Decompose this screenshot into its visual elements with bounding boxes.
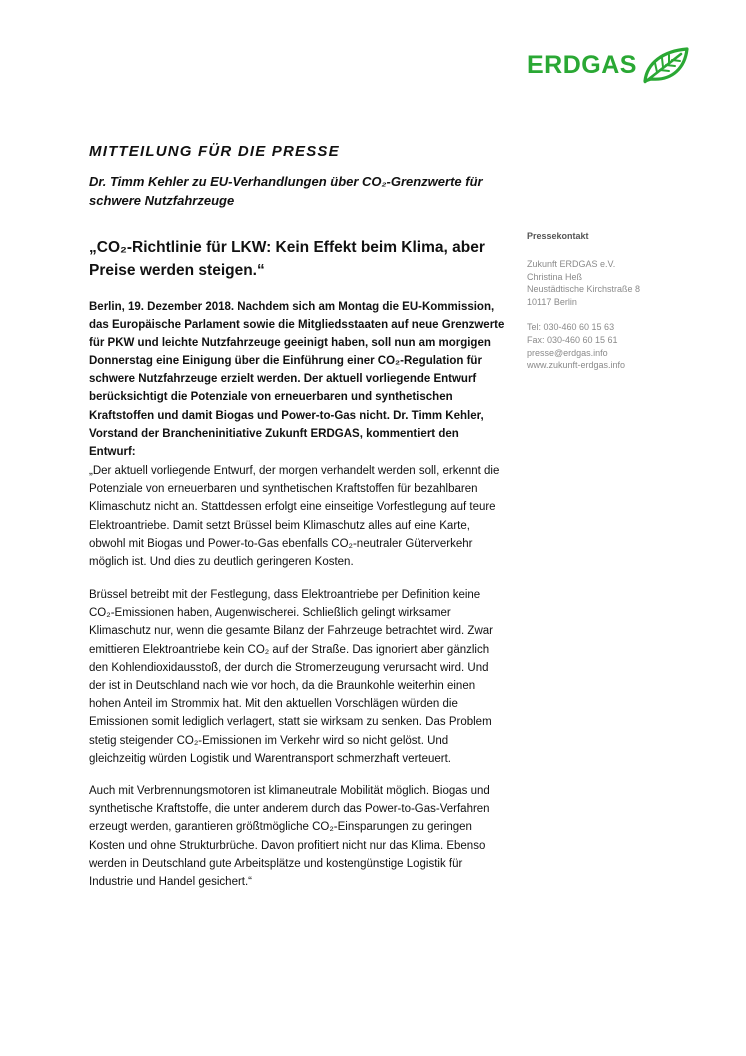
logo-text: ERDGAS <box>527 50 637 79</box>
press-release-kicker: MITTEILUNG FÜR DIE PRESSE <box>89 143 340 160</box>
contact-street: Neustädtische Kirchstraße 8 <box>527 284 641 295</box>
quote-paragraph-2: Brüssel betreibt mit der Festlegung, dass Elektroantriebe per Definition keine CO₂-Emissionen haben, Augenwischerei. Schließlich gelingt wirksamer Klimaschutz nur, wenn die gesamte Bilanz der Fahrzeuge betrachtet wird. Zwar emittieren Elektroantriebe kein CO₂ auf der Straße. Das ignoriert aber gänzlich den Kohlendioxidausstoß, der durch die Stromerzeugung verursacht wird. Und der ist in Deutschland nach wie vor hoch, da die Braunkohle weiterhin einen hohen Anteil im Strommix hat. Mit den aktuellen Vorschlägen würden die Emissionen somit lediglich verlagert, statt sie wirksam zu senken. Das Problem stetig steigender CO₂-Emissionen im Verkehr wird so nicht gelöst. Und gleichzeitig würden Logistik und Warentransport schmerzhaft verteuert. <box>89 589 493 765</box>
contact-org: Zukunft ERDGAS e.V. <box>527 258 616 269</box>
quote-paragraph-3: Auch mit Verbrennungsmotoren ist klimaneutrale Mobilität möglich. Biogas und synthetische Kraftstoffe, die unter anderem durch das Power-to-Gas-Verfahren erzeugt werden, garantieren größtmögliche CO₂-Einsparungen zu geringen Kosten und ohne Strukturbrüche. Davon profitiert nicht nur das Klima. Ebenso werden in Deutschland gute Arbeitsplätze und kostengünstige Logistik für Industrie und Handel gesichert.“ <box>89 785 490 889</box>
contact-address <box>527 258 697 309</box>
press-contact-sidebar <box>527 230 697 384</box>
subtitle: Dr. Timm Kehler zu EU-Verhandlungen über CO₂-Grenzwerte für schwere Nutzfahrzeuge <box>89 174 483 208</box>
contact-city: 10117 Berlin <box>527 297 577 308</box>
lead-paragraph: Berlin, 19. Dezember 2018. Nachdem sich am Montag die EU-Kommission, das Europäische Parlament sowie die Mitgliedsstaaten auf neue Grenzwerte für PKW und leichte Nutzfahrzeuge geeinigt haben, soll nun am morgigen Donnerstag eine Einigung über die Einführung einer CO₂-Regulation für schwere Nutzfahrzeuge erzielt werden. Der aktuell vorliegende Entwurf berücksichtigt die Potenziale von erneuerbaren und synthetischen Kraftstoffen und damit Biogas und Power-to-Gas nicht. Dr. Timm Kehler, Vorstand der Brancheninitiative Zukunft ERDGAS, kommentiert den Entwurf: <box>89 301 505 458</box>
leaf-icon <box>641 45 689 85</box>
press-contact-title: Pressekontakt <box>527 231 589 241</box>
quote-paragraph-1: „Der aktuell vorliegende Entwurf, der morgen verhandelt werden soll, erkennt die Potenziale von erneuerbaren und synthetischen Kraftstoffen für bezahlbaren Klimaschutz nicht an. Stattdessen erfolgt eine einseitige Vorfestlegung auf teure Elektroantriebe. Damit setzt Brüssel beim Klimaschutz alles auf eine Karte, obwohl mit Biogas und Power-to-Gas ebenfalls CO₂-neutraler Güterverkehr möglich ist. Und dies zu deutlich geringeren Kosten. <box>89 465 500 569</box>
contact-website[interactable]: www.zukunft-erdgas.info <box>527 360 626 371</box>
contact-email[interactable]: presse@erdgas.info <box>527 347 608 358</box>
contact-channels <box>527 321 697 372</box>
erdgas-logo <box>527 44 712 86</box>
contact-person: Christina Heß <box>527 271 583 282</box>
contact-fax: Fax: 030-460 60 15 61 <box>527 334 618 345</box>
contact-tel: Tel: 030-460 60 15 63 <box>527 321 615 332</box>
headline: „CO₂-Richtlinie für LKW: Kein Effekt beim Klima, aber Preise werden steigen.“ <box>89 239 485 279</box>
